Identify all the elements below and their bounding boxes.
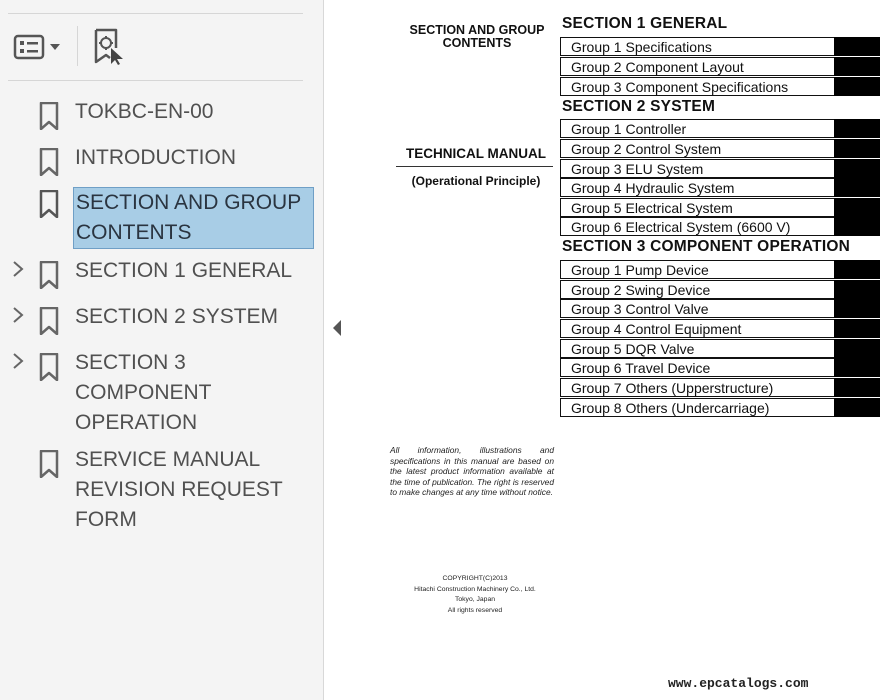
section-tab-marker — [834, 178, 880, 197]
group-label[interactable]: Group 5 Electrical System — [571, 200, 733, 216]
chevron-right-icon[interactable] — [10, 259, 26, 279]
section-tab-marker — [834, 319, 880, 338]
section-tab-marker — [834, 260, 880, 279]
copyright-line: Tokyo, Japan — [454, 596, 496, 603]
section-tab-marker — [834, 198, 880, 217]
group-label[interactable]: Group 6 Electrical System (6600 V) — [571, 219, 791, 235]
group-label[interactable]: Group 2 Control System — [571, 141, 722, 157]
bookmark-icon — [39, 261, 59, 289]
group-label[interactable]: Group 6 Travel Device — [571, 360, 711, 376]
options-menu-button[interactable] — [12, 32, 66, 62]
bookmark-label[interactable]: TOKBC-EN-00 — [75, 100, 214, 123]
document-page — [352, 0, 880, 700]
section-tab-marker — [834, 398, 880, 417]
section-tab-marker — [834, 119, 880, 138]
group-label[interactable]: Group 7 Others (Upperstructure) — [571, 380, 774, 396]
group-label[interactable]: Group 4 Control Equipment — [571, 321, 742, 337]
section-tab-marker — [834, 139, 880, 158]
section-tab-marker — [834, 280, 880, 299]
bookmark-label[interactable]: SECTION 2 SYSTEM — [75, 305, 279, 328]
group-row[interactable] — [560, 358, 880, 377]
section-tab-marker — [834, 159, 880, 178]
section-heading: SECTION 2 SYSTEM — [562, 98, 716, 115]
group-row[interactable] — [560, 139, 880, 158]
group-row[interactable] — [560, 378, 880, 397]
group-row[interactable] — [560, 398, 880, 417]
group-label[interactable]: Group 5 DQR Valve — [571, 341, 695, 357]
group-row[interactable] — [560, 339, 880, 358]
group-row[interactable] — [560, 37, 880, 56]
section-tab-marker — [834, 299, 880, 318]
group-row[interactable] — [560, 217, 880, 236]
section-tab-marker — [834, 339, 880, 358]
group-label[interactable]: Group 4 Hydraulic System — [571, 180, 735, 196]
group-label[interactable]: Group 1 Controller — [571, 121, 687, 137]
list-options-icon — [12, 32, 66, 62]
copyright-line: All rights reserved — [447, 606, 503, 614]
bookmark-label[interactable]: SECTION AND GROUP CONTENTS — [73, 187, 314, 249]
section-tab-marker — [834, 77, 880, 96]
copyright-line: COPYRIGHT(C)2013 — [442, 575, 508, 582]
manual-title: TECHNICAL MANUAL — [406, 146, 546, 161]
group-row[interactable] — [560, 319, 880, 338]
chevron-right-icon[interactable] — [10, 305, 26, 325]
group-label[interactable]: Group 3 Component Specifications — [571, 79, 789, 95]
add-bookmark-button[interactable] — [92, 28, 128, 66]
copyright-line: Hitachi Construction Machinery Co., Ltd. — [414, 585, 536, 593]
toolbar-divider-bottom — [8, 80, 303, 81]
group-label[interactable]: Group 3 Control Valve — [571, 301, 709, 317]
disclaimer-text: All information, illustrations and specifications in this manual are based on the latest product information available at the time of publication. The right is reserved to make changes at any time without notice. — [390, 445, 554, 497]
section-tab-marker — [834, 217, 880, 236]
bookmark-icon — [39, 353, 59, 381]
toolbar-separator — [77, 26, 78, 66]
group-row[interactable] — [560, 77, 880, 96]
bookmark-label[interactable]: SECTION 1 GENERAL — [75, 259, 293, 282]
bookmark-label[interactable]: SECTION 3 COMPONENT OPERATION — [75, 351, 212, 434]
collapse-panel-icon[interactable] — [331, 318, 343, 338]
watermark-text: www.epcatalogs.com — [668, 676, 809, 691]
group-label[interactable]: Group 2 Swing Device — [571, 282, 711, 298]
group-label[interactable]: Group 1 Specifications — [571, 39, 712, 55]
bookmark-icon — [39, 148, 59, 176]
section-heading: SECTION 3 COMPONENT OPERATION — [562, 238, 850, 255]
manual-subtitle: (Operational Principle) — [411, 174, 541, 188]
chevron-right-icon[interactable] — [10, 351, 26, 371]
section-tab-marker — [834, 37, 880, 56]
group-row[interactable] — [560, 280, 880, 299]
bookmark-add-icon — [92, 28, 128, 66]
contents-title: SECTION AND GROUP CONTENTS — [409, 23, 545, 50]
bookmark-label[interactable]: INTRODUCTION — [75, 146, 236, 169]
bookmark-icon — [39, 307, 59, 335]
section-tab-marker — [834, 57, 880, 76]
group-row[interactable] — [560, 299, 880, 318]
title-rule — [396, 166, 553, 167]
group-row[interactable] — [560, 159, 880, 178]
section-tab-marker — [834, 378, 880, 397]
group-label[interactable]: Group 2 Component Layout — [571, 59, 744, 75]
group-row[interactable] — [560, 198, 880, 217]
group-row[interactable] — [560, 119, 880, 138]
toolbar-divider-top — [8, 13, 303, 14]
section-heading: SECTION 1 GENERAL — [562, 15, 728, 32]
section-tab-marker — [834, 358, 880, 377]
bookmark-icon — [39, 450, 59, 478]
group-label[interactable]: Group 8 Others (Undercarriage) — [571, 400, 770, 416]
group-row[interactable] — [560, 260, 880, 279]
bookmark-icon — [39, 102, 59, 130]
bookmark-icon — [39, 190, 59, 218]
group-row[interactable] — [560, 57, 880, 76]
bookmark-label[interactable]: SERVICE MANUAL REVISION REQUEST FORM — [75, 448, 283, 531]
bookmarks-panel — [0, 0, 324, 700]
group-label[interactable]: Group 3 ELU System — [571, 161, 704, 177]
group-label[interactable]: Group 1 Pump Device — [571, 262, 709, 278]
copyright-block — [390, 574, 560, 616]
group-row[interactable] — [560, 178, 880, 197]
